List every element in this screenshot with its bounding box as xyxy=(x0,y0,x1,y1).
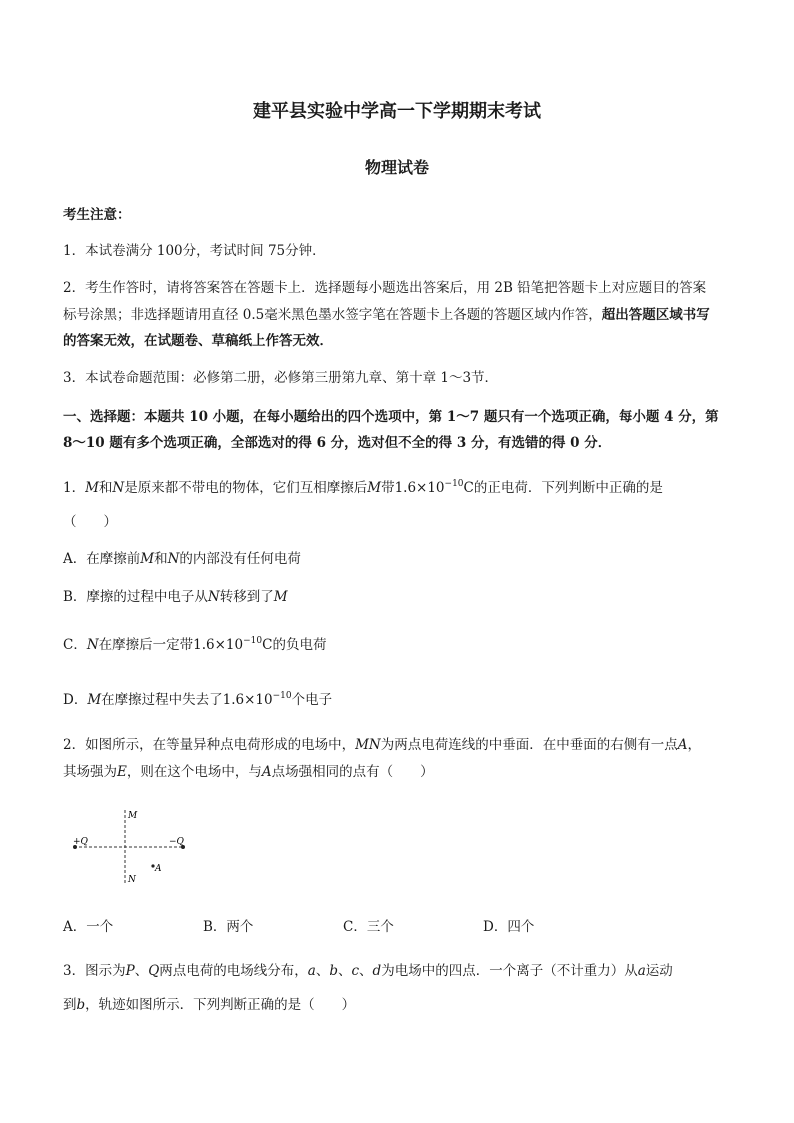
notice-item-2-line-1: 2．考生作答时，请将答案答在答题卡上．选择题每小题选出答案后，用 2B 铅笔把答题卡上对应题目的答案 xyxy=(63,280,707,296)
q3-text-1b: 两点电荷的电场线分布， xyxy=(159,963,308,979)
notice-item-1: 1．本试卷满分 100分，考试时间 75分钟． xyxy=(63,243,326,259)
q1-optD-pre: D． xyxy=(63,692,88,708)
q1-optC-pre: C． xyxy=(63,637,87,653)
var-d: d xyxy=(372,963,382,979)
q1-optB-pre: B．摩擦的过程中电子从 xyxy=(63,589,208,605)
var-A: A xyxy=(677,737,688,753)
q1-optD-mid: 在摩擦过程中失去了 xyxy=(101,692,223,708)
q3-text-1c: 为电场中的四点．一个离子（不计重力）从 xyxy=(381,963,638,979)
q3-text-2b: ，轨迹如图所示．下列判断正确的是（ ） xyxy=(85,997,356,1013)
question-1-option-b xyxy=(63,585,288,605)
var-M: M xyxy=(140,551,155,567)
notice-item-3: 3．本试卷命题范围：必修第二册，必修第三册第九章、第十章 1～3节． xyxy=(63,370,499,386)
notice-item-2-line-2 xyxy=(63,303,710,323)
var-P: P xyxy=(125,963,135,979)
q3-sep: 、 xyxy=(337,963,352,979)
page-subtitle: 物理试卷 xyxy=(364,158,429,177)
q1-text-c: C的正电荷．下列判断中正确的是 xyxy=(463,480,663,496)
q1-optB-mid: 转移到了 xyxy=(219,589,274,605)
question-2-option-d: D．四个 xyxy=(483,919,535,935)
q1-exponent: −10 xyxy=(243,636,263,646)
q2-text-2a: 其场强为 xyxy=(63,764,117,780)
q1-charge: 1.6×10 xyxy=(193,637,244,653)
var-A: A xyxy=(261,764,272,780)
q1-charge: 1.6×10 xyxy=(222,692,273,708)
var-b: b xyxy=(76,997,86,1013)
page-title: 建平县实验中学高一下学期期末考试 xyxy=(253,101,541,122)
q3-text-1d: 运动 xyxy=(645,963,673,979)
var-MN: MN xyxy=(355,737,381,753)
q1-optC-mid: 在摩擦后一定带 xyxy=(98,637,194,653)
question-3-line-1 xyxy=(63,959,673,979)
var-b: b xyxy=(329,963,338,979)
q2-text-1c: ， xyxy=(687,737,701,753)
var-N: N xyxy=(207,589,220,605)
var-M: M xyxy=(85,480,99,496)
label-N: N xyxy=(128,875,136,885)
q2-text-1a: 2．如图所示，在等量异种点电荷形成的电场中， xyxy=(63,737,356,753)
q1-exponent: −10 xyxy=(444,479,464,489)
var-N: N xyxy=(167,551,180,567)
q3-sep: 、 xyxy=(315,963,330,979)
q1-exponent: −10 xyxy=(272,691,292,701)
label-minus-Q: −Q xyxy=(169,837,184,847)
label-A: A xyxy=(155,864,162,874)
notice-item-2-line-3: 的答案无效，在试题卷、草稿纸上作答无效． xyxy=(63,333,333,349)
var-N: N xyxy=(86,637,99,653)
q2-text-1b: 为两点电荷连线的中垂面．在中垂面的右侧有一点 xyxy=(380,737,678,753)
q3-text-1a: 3．图示为 xyxy=(63,963,126,979)
var-E: E xyxy=(117,764,127,780)
section-1-line-2: 8～10 题有多个选项正确，全部选对的得 6 分，选对但不全的得 3 分，有选错的得 0 分． xyxy=(63,435,612,451)
q1-text-a: 是原来都不带电的物体，它们互相摩擦后 xyxy=(124,480,368,496)
q1-and: 和 xyxy=(98,480,113,496)
var-c: c xyxy=(351,963,360,979)
notice-item-2-text: 标号涂黑；非选择题请用直径 0.5毫米黑色墨水签字笔在答题卡上各题的答题区域内作答， xyxy=(63,307,602,323)
question-1-option-a xyxy=(63,547,301,567)
notice-heading: 考生注意： xyxy=(63,207,131,223)
question-1-paren: （ ） xyxy=(63,514,117,530)
var-a: a xyxy=(307,963,316,979)
q2-text-2b: ，则在这个电场中，与 xyxy=(126,764,262,780)
section-1-line-1: 一、选择题：本题共 10 小题，在每小题给出的四个选项中，第 1～7 题只有一个选项正确，每小题 4 分，第 xyxy=(63,409,719,425)
q3-sep: 、 xyxy=(134,963,149,979)
question-3-line-2 xyxy=(63,993,355,1013)
q1-charge: 1.6×10 xyxy=(394,480,445,496)
question-2-line-1 xyxy=(63,733,701,753)
var-M: M xyxy=(87,692,102,708)
question-1-option-c xyxy=(63,633,326,653)
var-Q: Q xyxy=(148,963,160,979)
question-2-line-2 xyxy=(63,760,434,780)
q1-optC-post: C的负电荷 xyxy=(262,637,327,653)
q1-optA-post: 的内部没有任何电荷 xyxy=(179,551,301,567)
dipole-figure xyxy=(66,806,196,888)
var-M: M xyxy=(367,480,382,496)
var-M: M xyxy=(273,589,288,605)
question-2-option-a: A．一个 xyxy=(63,919,114,935)
q2-text-2c: 点场强相同的点有（ ） xyxy=(271,764,434,780)
question-2-option-c: C．三个 xyxy=(343,919,394,935)
question-number: 1． xyxy=(63,480,86,496)
notice-item-2-bold: 超出答题区域书写 xyxy=(601,307,710,323)
question-1-option-d xyxy=(63,688,332,708)
q3-sep: 、 xyxy=(359,963,373,979)
var-a: a xyxy=(637,963,646,979)
question-1-stem xyxy=(63,476,663,496)
q1-optD-post: 个电子 xyxy=(291,692,333,708)
var-N: N xyxy=(112,480,125,496)
label-M: M xyxy=(128,811,138,821)
q1-and: 和 xyxy=(154,551,168,567)
label-plus-Q: +Q xyxy=(73,837,88,847)
q3-text-2a: 到 xyxy=(63,997,77,1013)
question-2-option-b: B．两个 xyxy=(203,919,254,935)
q1-optA-pre: A．在摩擦前 xyxy=(63,551,141,567)
q1-text-b: 带 xyxy=(381,480,395,496)
